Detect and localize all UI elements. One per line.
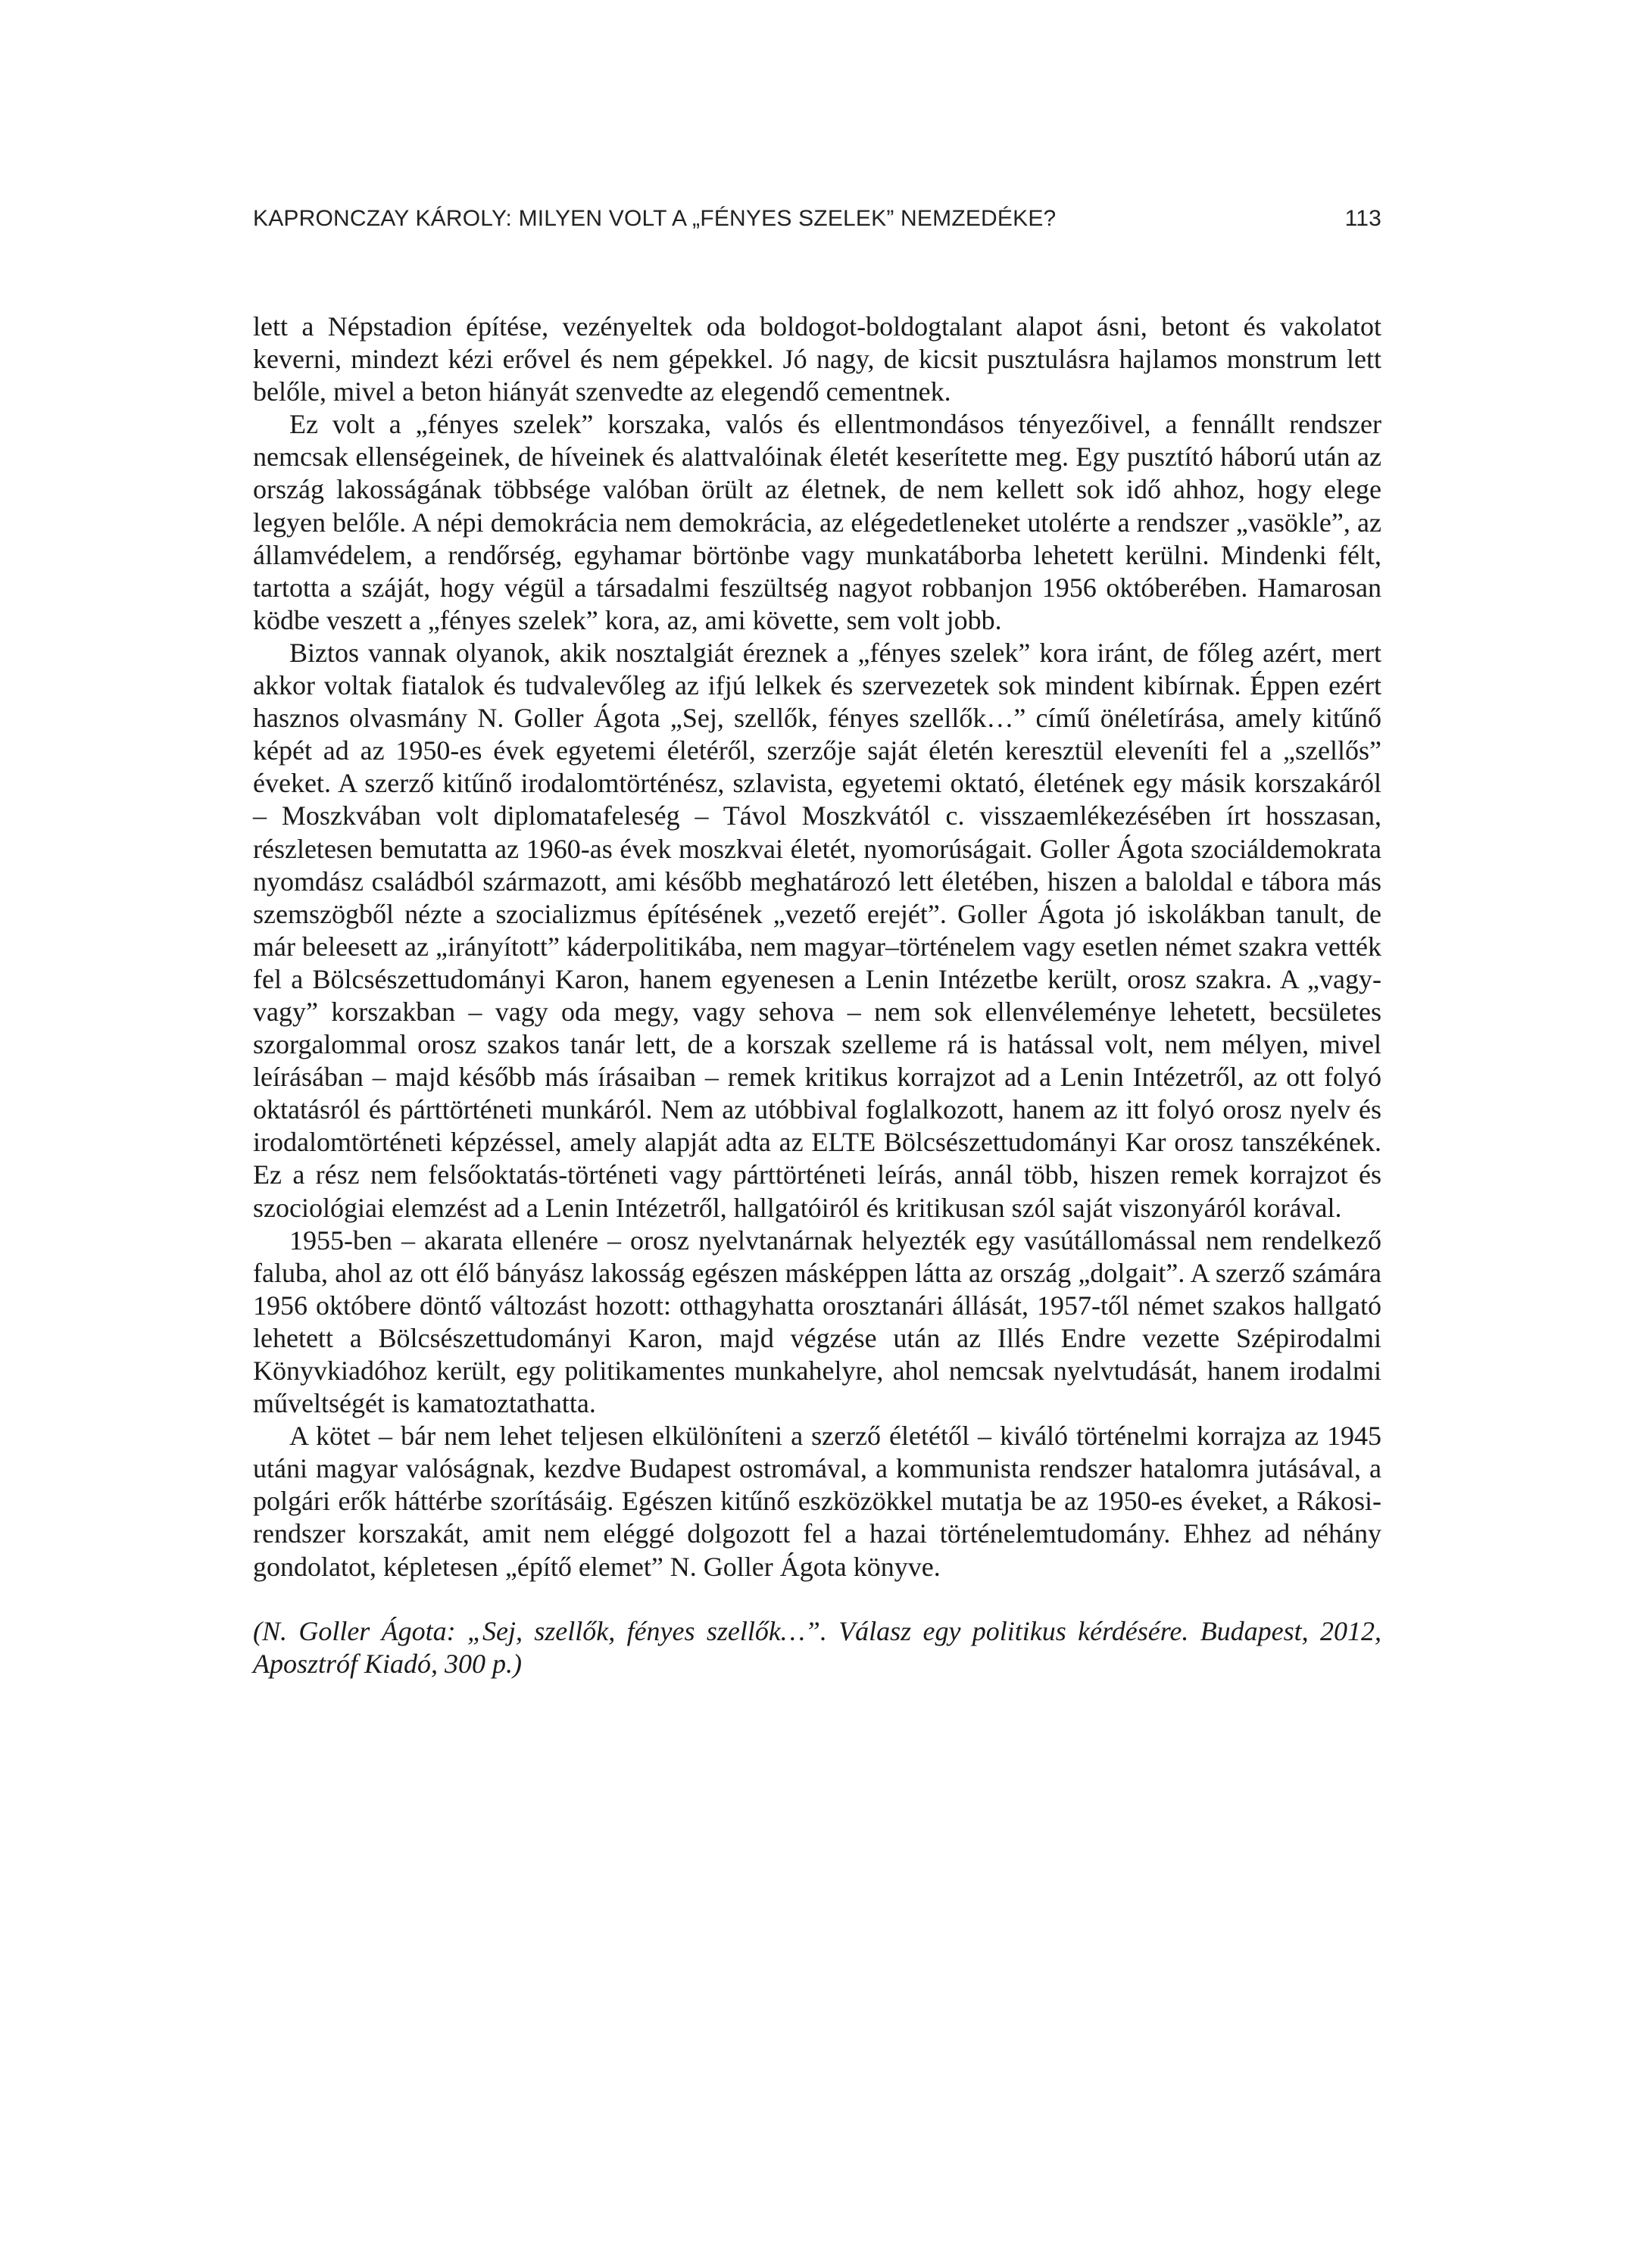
- paragraph: A kötet – bár nem lehet teljesen elkülöníteni a szerző életétől – kiváló történelmi korrajza az 1945 utáni magyar valóságnak, kezdve Budapest ostromával, a kommunista rendszer hatalomra jutásával, a polgári erők háttérbe szorításáig. Egészen kitűnő eszközökkel mutatja be az 1950-es éveket, a Rákosi-rendszer korszakát, amit nem eléggé dolgozott fel a hazai történelemtudomány. Ehhez ad néhány gondolatot, képletesen „építő elemet” N. Goller Ágota könyve.: [253, 1421, 1381, 1582]
- page-number: 113: [1344, 206, 1381, 231]
- running-title: KAPRONCZAY KÁROLY: MILYEN VOLT A „FÉNYES SZELEK” NEMZEDÉKE?: [253, 206, 1057, 231]
- paragraph: lett a Népstadion építése, vezényeltek oda boldogot-boldogtalant alapot ásni, betont és vakolatot keverni, mindezt kézi erővel és nem gépekkel. Jó nagy, de kicsit pusztulásra hajlamos monstrum lett belőle, mivel a beton hiányát szenvedte az elegendő cementnek.: [253, 311, 1381, 407]
- paragraph: Ez volt a „fényes szelek” korszaka, valós és ellentmondásos tényezőivel, a fennállt rendszer nemcsak ellenségeinek, de híveinek és alattvalóinak életét keserítette meg. Egy pusztító háború után az ország lakosságának többsége valóban örült az életnek, de nem kellett sok idő ahhoz, hogy elege legyen belőle. A népi demokrácia nem demokrácia, az elégedetleneket utolérte a rendszer „vasökle”, az államvédelem, a rendőrség, egyhamar börtönbe vagy munkatáborba lehetett kerülni. Mindenki félt, tartotta a száját, hogy végül a társadalmi feszültség nagyot robbanjon 1956 októberében. Hamarosan ködbe veszett a „fényes szelek” kora, az, ami követte, sem volt jobb.: [253, 409, 1381, 635]
- page: [253, 206, 1381, 1680]
- article-body: [253, 310, 1381, 1583]
- book-citation: (N. Goller Ágota: „Sej, szellők, fényes szellők…”. Válasz egy politikus kérdésére. Budapest, 2012, Aposztróf Kiadó, 300 p.): [253, 1615, 1381, 1679]
- paragraph: Biztos vannak olyanok, akik nosztalgiát éreznek a „fényes szelek” kora iránt, de főleg azért, mert akkor voltak fiatalok és tudvalevőleg az ifjú lelkek és szervezetek sok mindent kibírnak. Éppen ezért hasznos olvasmány N. Goller Ágota „Sej, szellők, fényes szellők…” című önéletírása, amely kitűnő képét ad az 1950-es évek egyetemi életéről, szerzője saját életén keresztül eleveníti fel a „szellős” éveket. A szerző kitűnő irodalomtörténész, szlavista, egyetemi oktató, életének egy másik korszakáról – Moszkvában volt diplomatafeleség – Távol Moszkvától c. visszaemlékezésében írt hosszasan, részletesen bemutatta az 1960-as évek moszkvai életét, nyomorúságait. Goller Ágota szociáldemokrata nyomdász családból származott, ami később meghatározó lett életében, hiszen a baloldal e tábora más szemszögből nézte a szocializmus építésének „vezető erejét”. Goller Ágota jó iskolákban tanult, de már beleesett az „irányított” káderpolitikába, nem magyar–történelem vagy esetlen német szakra vették fel a Bölcsészettudományi Karon, hanem egyenesen a Lenin Intézetbe került, orosz szakra. A „vagy-vagy” korszakban – vagy oda megy, vagy sehova – nem sok ellenvéleménye lehetett, becsületes szorgalommal orosz szakos tanár lett, de a korszak szelleme rá is hatással volt, nem mélyen, mivel leírásában – majd később más írásaiban – remek kritikus korrajzot ad a Lenin Intézetről, az ott folyó oktatásról és párttörténeti munkáról. Nem az utóbbival foglalkozott, hanem az itt folyó orosz nyelv és irodalomtörténeti képzéssel, amely alapját adta az ELTE Bölcsészettudományi Kar orosz tanszékének. Ez a rész nem felsőoktatás-történeti vagy párttörténeti leírás, annál több, hiszen remek korrajzot és szociológiai elemzést ad a Lenin Intézetről, hallgatóiról és kritikusan szól saját viszonyáról korával.: [253, 637, 1381, 1223]
- paragraph: 1955-ben – akarata ellenére – orosz nyelvtanárnak helyezték egy vasútállomással nem rendelkező faluba, ahol az ott élő bányász lakosság egészen másképpen látta az ország „dolgait”. A szerző számára 1956 októbere döntő változást hozott: otthagyhatta orosztаnári állását, 1957-től német szakos hallgató lehetett a Bölcsészettudományi Karon, majd végzése után az Illés Endre vezette Szépirodalmi Könyvkiadóhoz került, egy politikamentes munkahelyre, ahol nemcsak nyelvtudását, hanem irodalmi műveltségét is kamatoztathatta.: [253, 1224, 1381, 1419]
- running-head: [253, 206, 1381, 232]
